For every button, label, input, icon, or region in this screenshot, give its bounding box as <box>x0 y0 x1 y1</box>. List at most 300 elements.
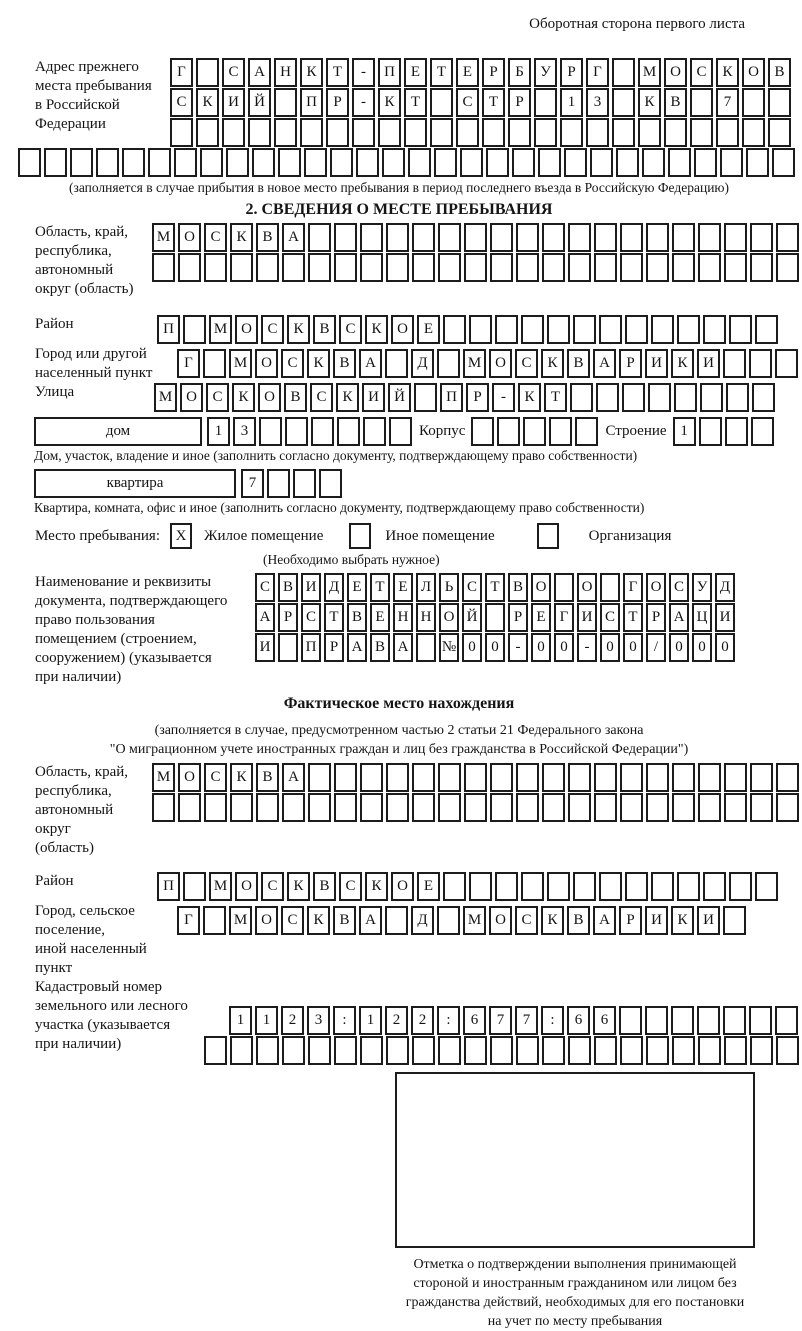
char-cell[interactable]: К <box>287 872 310 901</box>
char-cell[interactable] <box>337 417 360 446</box>
char-cell[interactable] <box>414 383 437 412</box>
char-cell[interactable]: К <box>365 872 388 901</box>
char-cell[interactable] <box>554 573 574 602</box>
char-cell[interactable] <box>304 148 327 177</box>
char-cell[interactable] <box>360 793 383 822</box>
char-cell[interactable]: 1 <box>359 1006 382 1035</box>
char-cell[interactable] <box>534 118 557 147</box>
char-cell[interactable]: Р <box>508 603 528 632</box>
char-cell[interactable] <box>230 793 253 822</box>
char-cell[interactable]: 1 <box>560 88 583 117</box>
char-cell[interactable] <box>724 793 747 822</box>
char-cell[interactable] <box>334 763 357 792</box>
char-cell[interactable]: Д <box>411 906 434 935</box>
char-cell[interactable] <box>230 1036 253 1065</box>
char-cell[interactable] <box>96 148 119 177</box>
char-cell[interactable] <box>725 417 748 446</box>
char-cell[interactable]: № <box>439 633 459 662</box>
char-cell[interactable] <box>677 315 700 344</box>
char-cell[interactable] <box>724 763 747 792</box>
char-cell[interactable]: О <box>255 906 278 935</box>
char-cell[interactable] <box>560 118 583 147</box>
char-cell[interactable]: : <box>437 1006 460 1035</box>
char-cell[interactable]: В <box>664 88 687 117</box>
char-cell[interactable] <box>282 793 305 822</box>
char-cell[interactable]: 0 <box>600 633 620 662</box>
char-cell[interactable] <box>674 383 697 412</box>
char-cell[interactable]: Р <box>560 58 583 87</box>
char-cell[interactable]: П <box>157 872 180 901</box>
char-cell[interactable] <box>612 118 635 147</box>
char-cell[interactable]: С <box>261 315 284 344</box>
char-cell[interactable] <box>568 253 591 282</box>
char-cell[interactable]: О <box>489 906 512 935</box>
char-cell[interactable] <box>122 148 145 177</box>
char-cell[interactable]: А <box>347 633 367 662</box>
char-cell[interactable] <box>594 793 617 822</box>
char-cell[interactable] <box>590 148 613 177</box>
char-cell[interactable] <box>178 253 201 282</box>
char-cell[interactable] <box>204 793 227 822</box>
char-cell[interactable] <box>521 872 544 901</box>
char-cell[interactable] <box>700 383 723 412</box>
char-cell[interactable] <box>389 417 412 446</box>
char-cell[interactable] <box>230 253 253 282</box>
char-cell[interactable] <box>183 315 206 344</box>
char-cell[interactable] <box>222 118 245 147</box>
char-cell[interactable]: Р <box>278 603 298 632</box>
char-cell[interactable] <box>698 793 721 822</box>
char-cell[interactable] <box>586 118 609 147</box>
char-cell[interactable]: 7 <box>515 1006 538 1035</box>
char-cell[interactable] <box>438 1036 461 1065</box>
char-cell[interactable]: В <box>508 573 528 602</box>
char-cell[interactable] <box>573 315 596 344</box>
char-cell[interactable]: К <box>307 349 330 378</box>
char-cell[interactable]: 6 <box>593 1006 616 1035</box>
char-cell[interactable] <box>672 223 695 252</box>
char-cell[interactable]: Е <box>370 603 390 632</box>
char-cell[interactable]: С <box>462 573 482 602</box>
char-cell[interactable] <box>672 793 695 822</box>
char-cell[interactable]: О <box>531 573 551 602</box>
char-cell[interactable]: 0 <box>715 633 735 662</box>
char-cell[interactable] <box>729 872 752 901</box>
char-cell[interactable]: К <box>336 383 359 412</box>
char-cell[interactable]: А <box>669 603 689 632</box>
char-cell[interactable] <box>750 1036 773 1065</box>
char-cell[interactable] <box>677 872 700 901</box>
char-cell[interactable] <box>776 223 799 252</box>
char-cell[interactable]: И <box>577 603 597 632</box>
char-cell[interactable]: М <box>229 906 252 935</box>
char-cell[interactable] <box>749 349 772 378</box>
char-cell[interactable]: Р <box>508 88 531 117</box>
char-cell[interactable]: К <box>300 58 323 87</box>
char-cell[interactable]: И <box>697 349 720 378</box>
char-cell[interactable]: В <box>370 633 390 662</box>
char-cell[interactable]: 3 <box>586 88 609 117</box>
char-cell[interactable]: Т <box>485 573 505 602</box>
char-cell[interactable] <box>698 223 721 252</box>
char-cell[interactable] <box>749 1006 772 1035</box>
char-cell[interactable]: Г <box>586 58 609 87</box>
char-cell[interactable]: Г <box>177 906 200 935</box>
char-cell[interactable] <box>485 603 505 632</box>
char-cell[interactable] <box>385 906 408 935</box>
char-cell[interactable]: С <box>600 603 620 632</box>
char-cell[interactable] <box>330 148 353 177</box>
char-cell[interactable] <box>534 88 557 117</box>
char-cell[interactable] <box>573 872 596 901</box>
char-cell[interactable] <box>490 223 513 252</box>
char-cell[interactable]: Г <box>554 603 574 632</box>
char-cell[interactable]: К <box>671 906 694 935</box>
char-cell[interactable]: В <box>313 872 336 901</box>
char-cell[interactable] <box>334 793 357 822</box>
char-cell[interactable]: О <box>178 223 201 252</box>
char-cell[interactable]: С <box>204 763 227 792</box>
char-cell[interactable]: Т <box>544 383 567 412</box>
char-cell[interactable] <box>612 88 635 117</box>
char-cell[interactable]: Д <box>411 349 434 378</box>
char-cell[interactable]: Д <box>715 573 735 602</box>
char-cell[interactable] <box>768 118 791 147</box>
char-cell[interactable] <box>456 118 479 147</box>
char-cell[interactable]: / <box>646 633 666 662</box>
char-cell[interactable] <box>625 315 648 344</box>
char-cell[interactable]: С <box>515 906 538 935</box>
char-cell[interactable] <box>521 315 544 344</box>
char-cell[interactable]: С <box>206 383 229 412</box>
char-cell[interactable]: Н <box>416 603 436 632</box>
char-cell[interactable] <box>746 148 769 177</box>
char-cell[interactable]: Е <box>393 573 413 602</box>
char-cell[interactable] <box>438 253 461 282</box>
char-cell[interactable]: П <box>440 383 463 412</box>
char-cell[interactable] <box>775 349 798 378</box>
char-cell[interactable]: 0 <box>669 633 689 662</box>
char-cell[interactable] <box>568 223 591 252</box>
char-cell[interactable]: Ь <box>439 573 459 602</box>
char-cell[interactable]: - <box>352 58 375 87</box>
char-cell[interactable]: 6 <box>463 1006 486 1035</box>
char-cell[interactable]: А <box>282 223 305 252</box>
char-cell[interactable]: 7 <box>241 469 264 498</box>
char-cell[interactable]: С <box>204 223 227 252</box>
char-cell[interactable]: Т <box>430 58 453 87</box>
char-cell[interactable] <box>464 253 487 282</box>
char-cell[interactable]: А <box>593 906 616 935</box>
char-cell[interactable] <box>768 88 791 117</box>
char-cell[interactable] <box>646 253 669 282</box>
char-cell[interactable] <box>311 417 334 446</box>
char-cell[interactable] <box>386 253 409 282</box>
char-cell[interactable]: Т <box>326 58 349 87</box>
char-cell[interactable] <box>308 253 331 282</box>
char-cell[interactable]: 0 <box>462 633 482 662</box>
char-cell[interactable]: К <box>378 88 401 117</box>
char-cell[interactable] <box>646 223 669 252</box>
char-cell[interactable]: Р <box>482 58 505 87</box>
char-cell[interactable]: А <box>593 349 616 378</box>
char-cell[interactable] <box>437 906 460 935</box>
char-cell[interactable]: О <box>742 58 765 87</box>
char-cell[interactable] <box>516 793 539 822</box>
char-cell[interactable]: 1 <box>229 1006 252 1035</box>
char-cell[interactable] <box>443 315 466 344</box>
char-cell[interactable] <box>697 1006 720 1035</box>
char-cell[interactable]: - <box>492 383 515 412</box>
char-cell[interactable]: С <box>310 383 333 412</box>
char-cell[interactable]: А <box>248 58 271 87</box>
char-cell[interactable]: С <box>281 906 304 935</box>
char-cell[interactable] <box>750 793 773 822</box>
char-cell[interactable] <box>326 118 349 147</box>
char-cell[interactable]: В <box>313 315 336 344</box>
char-cell[interactable]: О <box>258 383 281 412</box>
char-cell[interactable]: К <box>541 906 564 935</box>
char-cell[interactable]: А <box>359 349 382 378</box>
char-cell[interactable]: Г <box>177 349 200 378</box>
char-cell[interactable] <box>382 148 405 177</box>
char-cell[interactable]: О <box>577 573 597 602</box>
char-cell[interactable] <box>274 88 297 117</box>
char-cell[interactable]: Т <box>623 603 643 632</box>
char-cell[interactable] <box>672 1036 695 1065</box>
char-cell[interactable] <box>464 1036 487 1065</box>
char-cell[interactable]: М <box>463 349 486 378</box>
char-cell[interactable] <box>742 118 765 147</box>
char-cell[interactable] <box>596 383 619 412</box>
char-cell[interactable] <box>308 1036 331 1065</box>
char-cell[interactable] <box>490 253 513 282</box>
char-cell[interactable] <box>471 417 494 446</box>
char-cell[interactable] <box>437 349 460 378</box>
char-cell[interactable]: В <box>333 349 356 378</box>
char-cell[interactable]: Л <box>416 573 436 602</box>
char-cell[interactable]: Т <box>370 573 390 602</box>
char-cell[interactable] <box>404 118 427 147</box>
char-cell[interactable]: А <box>255 603 275 632</box>
char-cell[interactable] <box>469 872 492 901</box>
char-cell[interactable] <box>490 793 513 822</box>
char-cell[interactable] <box>516 763 539 792</box>
char-cell[interactable]: 0 <box>554 633 574 662</box>
char-cell[interactable] <box>495 315 518 344</box>
char-cell[interactable]: И <box>645 906 668 935</box>
checkbox-zhiloe[interactable]: X <box>170 523 192 549</box>
char-cell[interactable]: М <box>463 906 486 935</box>
char-cell[interactable] <box>438 763 461 792</box>
char-cell[interactable] <box>196 118 219 147</box>
char-cell[interactable] <box>412 1036 435 1065</box>
char-cell[interactable] <box>568 1036 591 1065</box>
char-cell[interactable]: А <box>359 906 382 935</box>
char-cell[interactable]: Б <box>508 58 531 87</box>
char-cell[interactable] <box>564 148 587 177</box>
char-cell[interactable]: М <box>229 349 252 378</box>
char-cell[interactable] <box>308 223 331 252</box>
char-cell[interactable] <box>620 253 643 282</box>
char-cell[interactable] <box>18 148 41 177</box>
char-cell[interactable] <box>293 469 316 498</box>
char-cell[interactable]: 3 <box>307 1006 330 1035</box>
char-cell[interactable]: Р <box>619 349 642 378</box>
char-cell[interactable]: М <box>152 763 175 792</box>
char-cell[interactable] <box>430 118 453 147</box>
char-cell[interactable] <box>750 253 773 282</box>
char-cell[interactable]: А <box>393 633 413 662</box>
char-cell[interactable]: К <box>230 763 253 792</box>
char-cell[interactable] <box>352 118 375 147</box>
char-cell[interactable]: В <box>333 906 356 935</box>
char-cell[interactable]: Й <box>388 383 411 412</box>
char-cell[interactable]: Е <box>456 58 479 87</box>
char-cell[interactable]: Е <box>404 58 427 87</box>
char-cell[interactable] <box>386 1036 409 1065</box>
char-cell[interactable] <box>646 763 669 792</box>
char-cell[interactable]: Т <box>404 88 427 117</box>
char-cell[interactable] <box>547 872 570 901</box>
char-cell[interactable]: В <box>567 349 590 378</box>
char-cell[interactable]: О <box>391 315 414 344</box>
char-cell[interactable] <box>729 315 752 344</box>
char-cell[interactable]: В <box>278 573 298 602</box>
char-cell[interactable]: И <box>301 573 321 602</box>
char-cell[interactable] <box>542 223 565 252</box>
char-cell[interactable]: 0 <box>531 633 551 662</box>
char-cell[interactable] <box>690 118 713 147</box>
char-cell[interactable]: С <box>669 573 689 602</box>
char-cell[interactable] <box>378 118 401 147</box>
char-cell[interactable] <box>703 315 726 344</box>
char-cell[interactable] <box>516 253 539 282</box>
char-cell[interactable]: Р <box>466 383 489 412</box>
char-cell[interactable] <box>360 1036 383 1065</box>
char-cell[interactable]: С <box>339 872 362 901</box>
char-cell[interactable] <box>620 1036 643 1065</box>
char-cell[interactable] <box>599 872 622 901</box>
char-cell[interactable]: Е <box>417 315 440 344</box>
char-cell[interactable] <box>152 253 175 282</box>
char-cell[interactable] <box>516 223 539 252</box>
char-cell[interactable] <box>512 148 535 177</box>
char-cell[interactable] <box>178 793 201 822</box>
char-cell[interactable] <box>360 253 383 282</box>
char-cell[interactable]: 2 <box>385 1006 408 1035</box>
char-cell[interactable]: К <box>716 58 739 87</box>
char-cell[interactable] <box>469 315 492 344</box>
char-cell[interactable]: Й <box>248 88 271 117</box>
char-cell[interactable]: Н <box>274 58 297 87</box>
checkbox-organizatsiya[interactable] <box>537 523 559 549</box>
char-cell[interactable] <box>698 763 721 792</box>
char-cell[interactable] <box>575 417 598 446</box>
char-cell[interactable] <box>750 763 773 792</box>
char-cell[interactable]: К <box>638 88 661 117</box>
char-cell[interactable]: 0 <box>692 633 712 662</box>
char-cell[interactable]: О <box>255 349 278 378</box>
char-cell[interactable]: Р <box>619 906 642 935</box>
char-cell[interactable] <box>438 223 461 252</box>
char-cell[interactable] <box>547 315 570 344</box>
char-cell[interactable]: 6 <box>567 1006 590 1035</box>
char-cell[interactable]: О <box>391 872 414 901</box>
char-cell[interactable]: С <box>690 58 713 87</box>
char-cell[interactable] <box>619 1006 642 1035</box>
char-cell[interactable] <box>672 253 695 282</box>
char-cell[interactable] <box>724 253 747 282</box>
char-cell[interactable] <box>282 253 305 282</box>
char-cell[interactable] <box>755 315 778 344</box>
char-cell[interactable] <box>285 417 308 446</box>
char-cell[interactable]: О <box>235 315 258 344</box>
char-cell[interactable] <box>148 148 171 177</box>
char-cell[interactable] <box>716 118 739 147</box>
char-cell[interactable] <box>776 1036 799 1065</box>
char-cell[interactable] <box>412 253 435 282</box>
char-cell[interactable]: С <box>456 88 479 117</box>
char-cell[interactable] <box>594 253 617 282</box>
char-cell[interactable]: К <box>541 349 564 378</box>
char-cell[interactable] <box>412 763 435 792</box>
char-cell[interactable] <box>751 417 774 446</box>
char-cell[interactable] <box>646 1036 669 1065</box>
char-cell[interactable] <box>775 1006 798 1035</box>
char-cell[interactable] <box>646 793 669 822</box>
char-cell[interactable]: А <box>282 763 305 792</box>
char-cell[interactable]: С <box>261 872 284 901</box>
char-cell[interactable]: 2 <box>411 1006 434 1035</box>
char-cell[interactable] <box>600 573 620 602</box>
char-cell[interactable] <box>723 349 746 378</box>
char-cell[interactable]: О <box>646 573 666 602</box>
char-cell[interactable] <box>334 223 357 252</box>
char-cell[interactable] <box>703 872 726 901</box>
char-cell[interactable] <box>542 253 565 282</box>
char-cell[interactable] <box>699 417 722 446</box>
char-cell[interactable] <box>259 417 282 446</box>
char-cell[interactable] <box>516 1036 539 1065</box>
char-cell[interactable]: С <box>515 349 538 378</box>
char-cell[interactable]: Т <box>482 88 505 117</box>
char-cell[interactable]: П <box>157 315 180 344</box>
char-cell[interactable]: Г <box>623 573 643 602</box>
char-cell[interactable] <box>549 417 572 446</box>
char-cell[interactable]: Р <box>326 88 349 117</box>
char-cell[interactable]: : <box>541 1006 564 1035</box>
char-cell[interactable]: П <box>301 633 321 662</box>
char-cell[interactable] <box>464 793 487 822</box>
char-cell[interactable] <box>430 88 453 117</box>
char-cell[interactable] <box>599 315 622 344</box>
char-cell[interactable] <box>620 763 643 792</box>
char-cell[interactable] <box>278 148 301 177</box>
char-cell[interactable] <box>642 148 665 177</box>
char-cell[interactable]: Р <box>646 603 666 632</box>
char-cell[interactable] <box>542 1036 565 1065</box>
char-cell[interactable] <box>443 872 466 901</box>
char-cell[interactable]: М <box>209 315 232 344</box>
char-cell[interactable] <box>620 223 643 252</box>
char-cell[interactable] <box>408 148 431 177</box>
char-cell[interactable] <box>300 118 323 147</box>
char-cell[interactable] <box>568 763 591 792</box>
char-cell[interactable]: В <box>256 223 279 252</box>
char-cell[interactable] <box>434 148 457 177</box>
char-cell[interactable] <box>385 349 408 378</box>
